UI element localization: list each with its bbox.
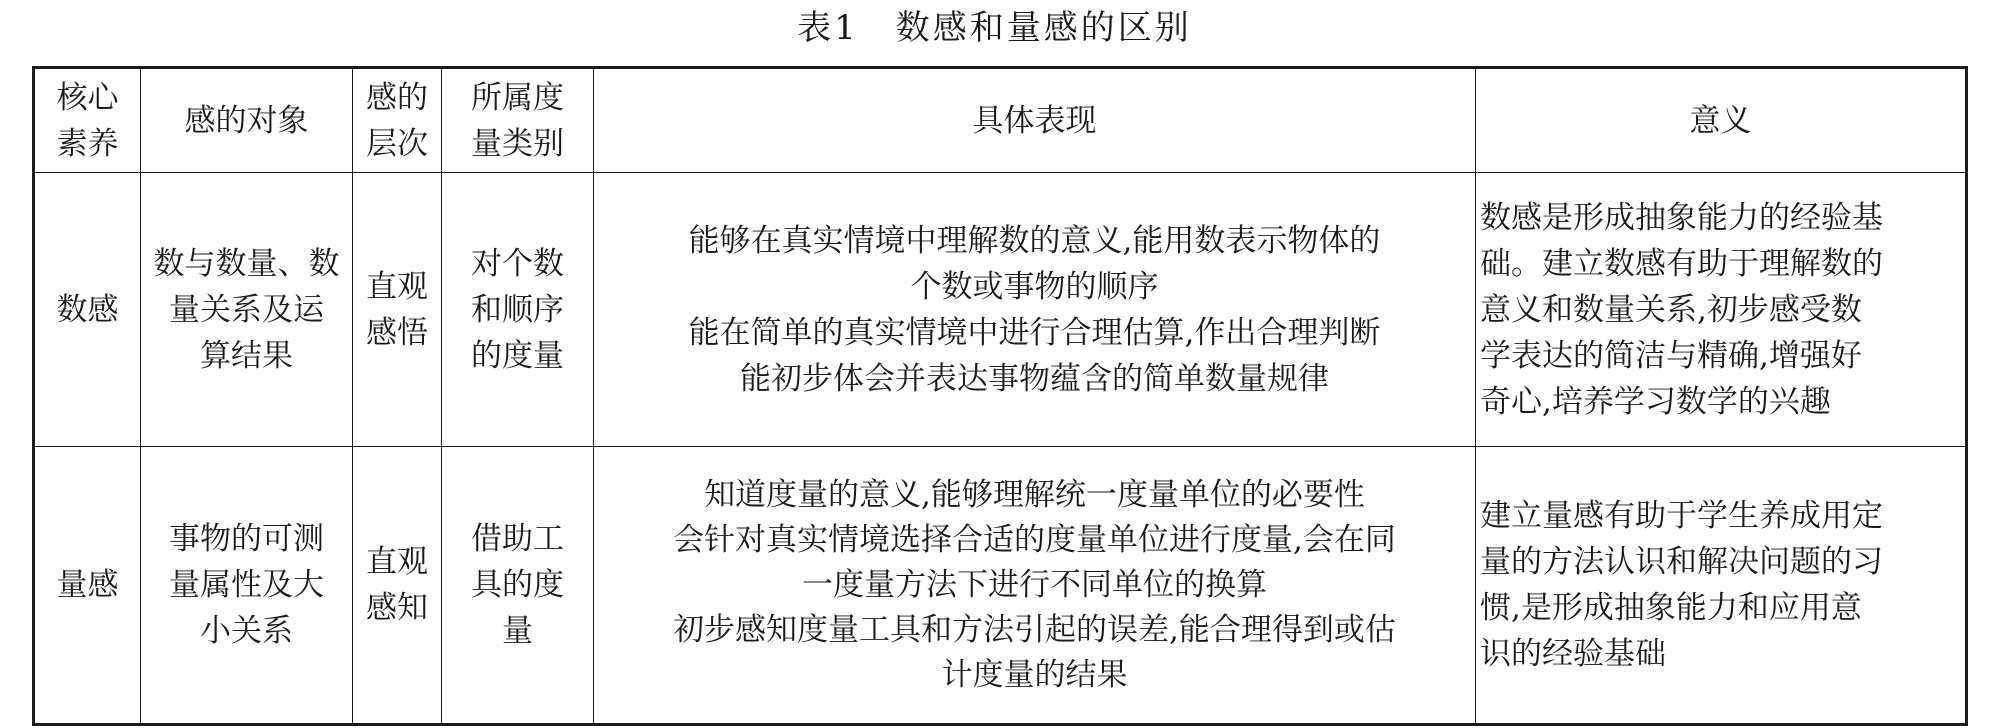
cell-line: 知道度量的意义,能够理解统一度量单位的必要性	[704, 476, 1365, 513]
cell-core	[34, 447, 141, 725]
table-row	[34, 447, 1967, 725]
cell-line: 识的经验基础	[1480, 636, 1666, 672]
cell-line: 量属性及大	[169, 567, 324, 603]
cell-line: 借助工	[471, 521, 564, 557]
cell-core	[34, 173, 141, 447]
cell-line: 数感是形成抽象能力的经验基	[1480, 199, 1883, 236]
cell-line: 量类别	[471, 125, 564, 162]
cell-line: 能够在真实情境中理解数的意义,能用数表示物体的	[688, 222, 1381, 259]
cell-line: 和顺序	[471, 291, 564, 328]
cell-line: 直观	[366, 268, 428, 305]
cell-line: 感的对象	[184, 102, 309, 139]
table-row	[34, 173, 1967, 447]
cell-line: 小关系	[200, 613, 293, 649]
header-performance	[594, 68, 1476, 173]
table-caption: 表1 数感和量感的区别	[797, 8, 1192, 48]
cell-line: 一度量方法下进行不同单位的换算	[802, 566, 1267, 603]
cell-line: 个数或事物的顺序	[910, 268, 1159, 305]
cell-level	[353, 447, 442, 725]
cell-meaning	[1476, 447, 1967, 725]
cell-line: 建立量感有助于学生养成用定	[1480, 498, 1883, 534]
cell-category	[442, 173, 594, 447]
cell-category	[442, 447, 594, 725]
cell-line: 直观	[366, 544, 428, 580]
cell-line: 算结果	[200, 337, 293, 374]
cell-line: 感知	[366, 590, 428, 626]
cell-line: 事物的可测	[169, 521, 324, 557]
cell-performance	[594, 173, 1476, 447]
cell-line: 初步感知度量工具和方法引起的误差,能合理得到或估	[673, 611, 1396, 648]
cell-line: 能初步体会并表达事物蕴含的简单数量规律	[740, 360, 1329, 397]
header-object	[141, 68, 353, 173]
cell-line: 量关系及运	[169, 291, 324, 328]
cell-line: 具体表现	[972, 102, 1097, 139]
cell-line: 量感	[56, 567, 119, 603]
cell-line: 数感	[56, 291, 119, 328]
header-row	[34, 68, 1967, 173]
cell-object	[141, 447, 353, 725]
cell-line: 具的度	[471, 567, 564, 603]
header-category	[442, 68, 594, 173]
cell-line: 量	[502, 613, 533, 649]
cell-line: 意义和数量关系,初步感受数	[1480, 291, 1862, 328]
cell-line: 感的	[366, 79, 428, 116]
header-core	[34, 68, 141, 173]
cell-meaning	[1476, 173, 1967, 447]
cell-line: 意义	[1689, 102, 1752, 139]
cell-object	[141, 173, 353, 447]
cell-line: 的度量	[471, 337, 564, 374]
cell-level	[353, 173, 442, 447]
cell-line: 量的方法认识和解决问题的习	[1480, 544, 1883, 580]
cell-line: 会针对真实情境选择合适的度量单位进行度量,会在同	[673, 521, 1396, 558]
cell-line: 惯,是形成抽象能力和应用意	[1480, 590, 1862, 626]
cell-line: 能在简单的真实情境中进行合理估算,作出合理判断	[688, 314, 1381, 351]
cell-line: 对个数	[471, 245, 564, 282]
cell-line: 层次	[366, 125, 428, 162]
cell-line: 奇心,培养学习数学的兴趣	[1480, 383, 1831, 420]
cell-line: 素养	[56, 125, 119, 162]
cell-line: 础。建立数感有助于理解数的	[1480, 245, 1883, 282]
cell-line: 所属度	[471, 79, 564, 116]
cell-line: 数与数量、数	[153, 245, 340, 282]
cell-line: 计度量的结果	[941, 656, 1128, 693]
cell-line: 学表达的简洁与精确,增强好	[1480, 337, 1862, 374]
cell-performance	[594, 447, 1476, 725]
header-level	[353, 68, 442, 173]
header-meaning	[1476, 68, 1967, 173]
cell-line: 感悟	[366, 314, 428, 351]
cell-line: 核心	[56, 79, 119, 116]
comparison-table	[32, 66, 1968, 726]
